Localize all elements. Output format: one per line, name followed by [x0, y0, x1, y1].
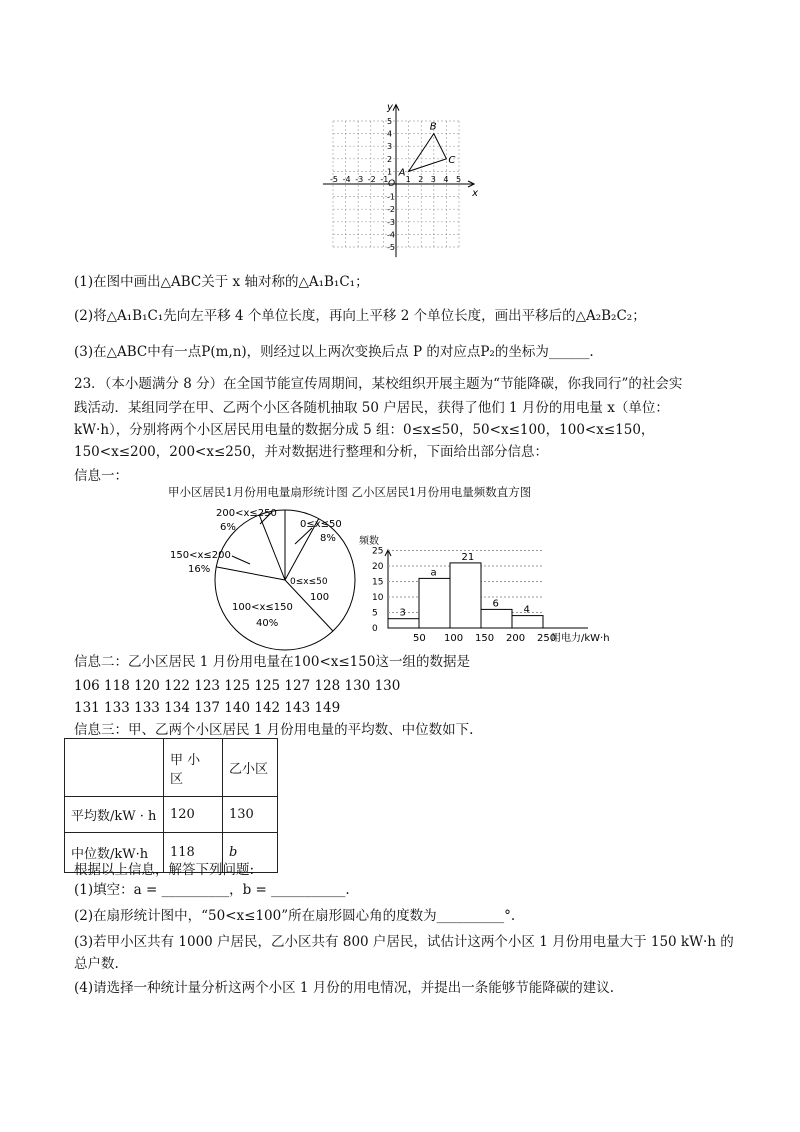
histogram-y-tick: 15 — [372, 577, 384, 588]
table-header-jia-line2: 区 — [170, 771, 184, 787]
histogram-y-tick: 10 — [372, 593, 384, 603]
pie-percent-150-200: 16% — [188, 564, 211, 575]
point-label-c: C — [448, 154, 456, 166]
histogram-y-tick: 5 — [372, 608, 378, 619]
stats-table — [64, 738, 278, 873]
y-tick-label: 2 — [387, 154, 393, 164]
y-tick-label: 4 — [387, 129, 393, 139]
q22-part1: (1)在图中画出△ABC关于 x 轴对称的△A₁B₁C₁； — [74, 274, 369, 290]
x-tick-label: 5 — [456, 175, 462, 184]
chart-titles: 甲小区居民1月份用电量扇形统计图 乙小区居民1月份用电量频数直方图 — [168, 485, 532, 499]
q23-question1: (1)填空：a = __________，b = ___________. — [74, 882, 350, 898]
x-tick-label: -3 — [355, 175, 364, 184]
pie-percent-0-50: 8% — [320, 533, 336, 544]
q22-part3: (3)在△ABC中有一点P(m,n)，则经过以上两次变换后点 P 的对应点P₂的坐标为______. — [74, 344, 594, 360]
pie-chart — [150, 500, 360, 660]
histogram-bar — [481, 609, 512, 628]
x-tick-label: 4 — [443, 175, 449, 184]
histogram-ylabel: 频数 — [359, 536, 379, 547]
table-row — [65, 797, 278, 833]
y-tick-label: -2 — [387, 205, 395, 215]
histogram-data-label: 21 — [461, 551, 475, 563]
histogram-y-tick: 20 — [372, 562, 384, 572]
histogram-x-tick: 100 — [444, 633, 464, 644]
pie-label-50-100: 0≤x≤50 — [290, 577, 328, 587]
y-tick-label: -4 — [387, 230, 395, 240]
x-tick-label: -5 — [330, 175, 338, 184]
histogram-y-tick: 25 — [372, 546, 384, 557]
x-axis-label: x — [472, 188, 479, 199]
y-tick-label: -5 — [387, 243, 395, 252]
table-cell: 130 — [223, 797, 278, 833]
histogram-data-label: 4 — [523, 604, 530, 616]
histogram-data-label: 3 — [399, 607, 406, 619]
q23-intro-line1: 23．（本小题满分 8 分）在全国节能宣传周期间，某校组织开展主题为“节能降碳，你我同行”的社会实 — [74, 376, 683, 392]
q23-question4: (4)请选择一种统计量分析这两个小区 1 月份的用电情况，并提出一条能够节能降碳的建议. — [74, 980, 615, 996]
q23-intro-line2: 践活动．某组同学在甲、乙两个小区各随机抽取 50 户居民，获得了他们 1 月份的用电量 x（单位： — [74, 400, 669, 416]
triangle-abc — [409, 134, 447, 172]
table-row — [65, 739, 278, 797]
x-tick-label: -1 — [380, 175, 389, 184]
histogram-bar — [512, 616, 543, 628]
origin-label: O — [388, 179, 396, 189]
q23-question3-line2: 总户数. — [74, 956, 119, 972]
pie-percent-100-150: 40% — [256, 618, 279, 629]
table-cell: 118 — [164, 833, 223, 873]
q23-lead: 根据以上信息，解答下列问题: — [74, 862, 255, 878]
q23-intro-line4: 150<x≤200，200<x≤250，并对数据进行整理和分析，下面给出部分信息： — [74, 444, 549, 460]
x-tick-label: 2 — [418, 175, 424, 184]
histogram-chart — [355, 530, 655, 650]
pie-slice-boundary — [259, 515, 285, 580]
y-tick-label: 3 — [387, 142, 393, 152]
pie-label-200-250: 200<x≤250 — [216, 508, 277, 519]
y-tick-label: 1 — [387, 167, 393, 177]
y-tick-label: -3 — [387, 217, 395, 227]
histogram-x-tick: 250 — [537, 633, 557, 644]
table-cell-empty — [65, 739, 164, 797]
x-tick-label: -4 — [342, 175, 351, 184]
pie-value-50-100: 100 — [310, 592, 330, 603]
histogram-bar — [388, 619, 419, 628]
y-tick-label: 5 — [387, 117, 393, 126]
info2-data-row1: 106 118 120 122 123 125 125 127 128 130 130 — [74, 678, 401, 694]
info1-label: 信息一： — [74, 468, 128, 484]
q22-part2: (2)将△A₁B₁C₁先向左平移 4 个单位长度，再向上平移 2 个单位长度，画出平移后的△A₂B₂C₂； — [74, 308, 646, 324]
table-header-jia — [164, 739, 223, 797]
table-header-jia-line1: 甲 小 — [170, 752, 201, 768]
histogram-bar — [419, 578, 450, 628]
x-tick-label: 1 — [405, 175, 411, 184]
table-cell: b — [223, 833, 278, 873]
info2-text: 信息二：乙小区居民 1 月份用电量在100<x≤150这一组的数据是 — [74, 654, 470, 670]
pie-label-150-200: 150<x≤200 — [170, 550, 231, 561]
histogram-data-label: 6 — [492, 598, 499, 610]
pie-slice-boundary — [216, 567, 285, 580]
histogram-x-tick: 200 — [506, 633, 526, 644]
histogram-bar — [450, 563, 481, 628]
y-tick-label: -1 — [387, 192, 395, 202]
coordinate-figure — [318, 96, 488, 266]
table-header-yi: 乙小区 — [223, 739, 278, 797]
pie-leader — [232, 556, 250, 564]
q23-intro-line3: kW·h），分别将两个小区居民用电量的数据分成 5 组：0≤x≤50，50<x≤100，100<x≤150， — [74, 422, 655, 438]
histogram-x-tick: 50 — [413, 633, 426, 644]
pie-label-0-50: 0≤x≤50 — [300, 519, 342, 530]
q23-question2: (2)在扇形统计图中，“50<x≤100”所在扇形圆心角的度数为__________°. — [74, 908, 516, 924]
point-label-a: A — [398, 167, 406, 179]
q23-question3-line1: (3)若甲小区共有 1000 户居民，乙小区共有 800 户居民，试估计这两个小区 1 月份用电量大于 150 kW·h 的 — [74, 934, 734, 950]
histogram-xlabel: 用电力/kW·h — [551, 633, 610, 644]
x-tick-label: -2 — [367, 175, 376, 184]
histogram-x-tick: 150 — [475, 633, 495, 644]
y-axis-label: y — [387, 101, 393, 113]
point-label-b: B — [429, 121, 437, 133]
info3-text: 信息三：甲、乙两个小区居民 1 月份用电量的平均数、中位数如下. — [74, 722, 474, 738]
histogram-data-label: a — [430, 567, 437, 579]
table-cell: 平均数/kW · h — [65, 797, 164, 833]
table-cell: 中位数/kW·h — [65, 833, 164, 873]
x-tick-label: 3 — [430, 175, 436, 184]
info2-data-row2: 131 133 133 134 137 140 142 143 149 — [74, 700, 341, 716]
pie-label-100-150: 100<x≤150 — [232, 602, 293, 613]
pie-percent-200-250: 6% — [220, 522, 236, 533]
histogram-y-tick: 0 — [372, 624, 378, 634]
table-cell: 120 — [164, 797, 223, 833]
